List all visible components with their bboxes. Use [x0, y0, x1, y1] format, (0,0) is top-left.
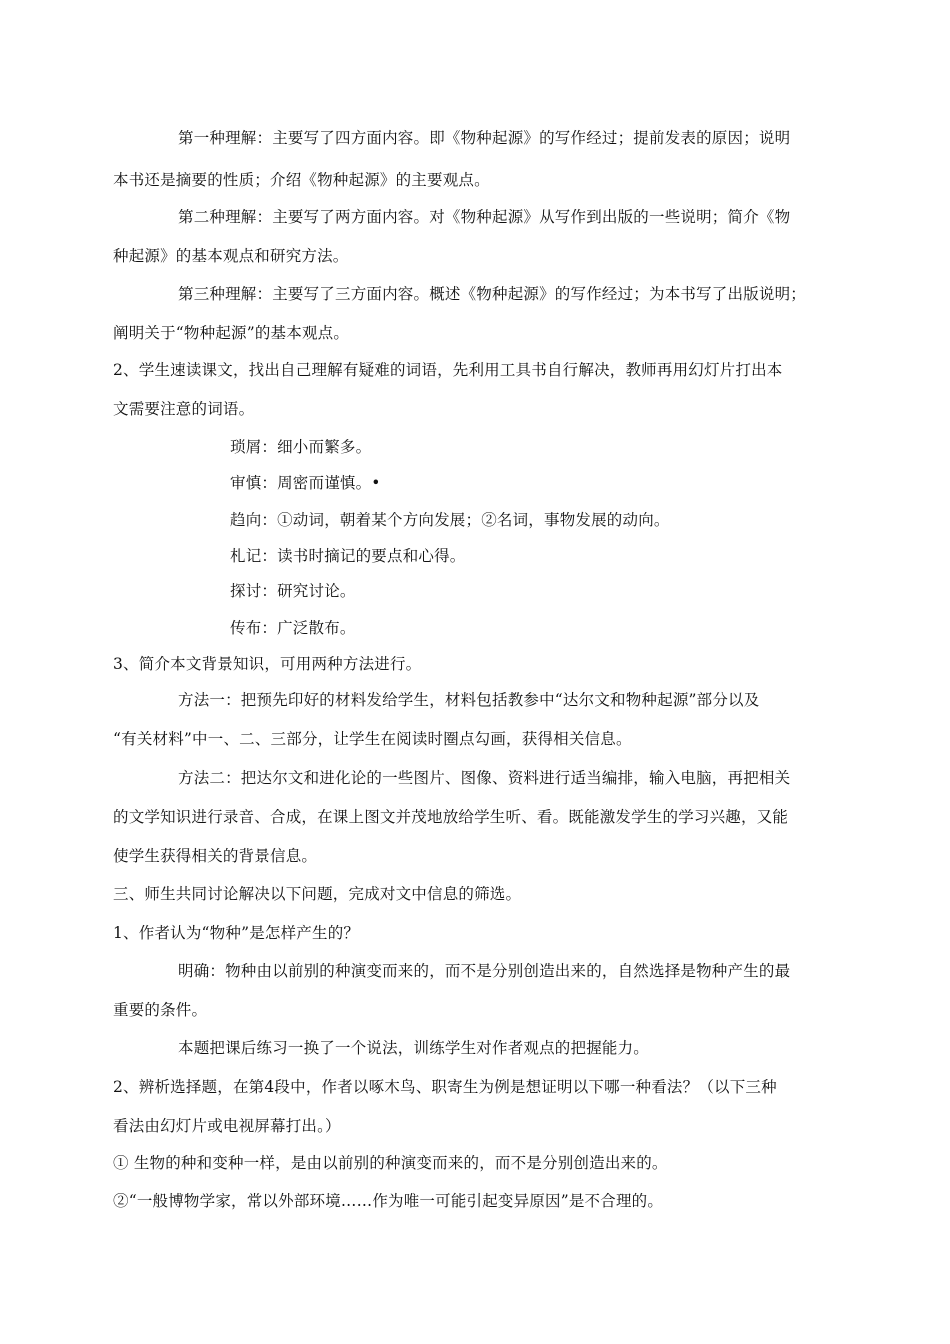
- text-line-method-1a: 方法一：把预先印好的材料发给学生，材料包括教参中“达尔文和物种起源”部分以及: [178, 691, 760, 709]
- text-line-understanding-3b: 阐明关于“物种起源”的基本观点。: [113, 324, 350, 342]
- question-2b: 看法由幻灯片或电视屏幕打出。）: [113, 1117, 341, 1135]
- text-line-answer-1b: 重要的条件。: [113, 1001, 208, 1019]
- text-line-note-1: 本题把课后练习一换了一个说法，训练学生对作者观点的把握能力。: [178, 1039, 650, 1057]
- vocab-item: 探讨：研究讨论。: [230, 582, 356, 600]
- vocab-item: 传布：广泛散布。: [230, 619, 356, 637]
- vocab-item: 琐屑：细小而繁多。: [230, 438, 372, 456]
- vocab-item: 札记：读书时摘记的要点和心得。: [230, 547, 466, 565]
- text-line-item-2b: 文需要注意的词语。: [113, 400, 255, 418]
- text-line-method-2c: 使学生获得相关的背景信息。: [113, 847, 318, 865]
- text-line-answer-1a: 明确：物种由以前别的种演变而来的，而不是分别创造出来的，自然选择是物种产生的最: [178, 962, 791, 980]
- text-line-understanding-2b: 种起源》的基本观点和研究方法。: [113, 247, 349, 265]
- option-2: ②“一般博物学家，常以外部环境……作为唯一可能引起变异原因”是不合理的。: [113, 1192, 664, 1210]
- option-1: ① 生物的种和变种一样，是由以前别的种演变而来的，而不是分别创造出来的。: [113, 1154, 668, 1172]
- question-1: 1、作者认为“物种”是怎样产生的？: [113, 924, 360, 942]
- text-line-understanding-3a: 第三种理解：主要写了三方面内容。概述《物种起源》的写作经过；为本书写了出版说明；: [178, 285, 807, 303]
- vocab-item: 趋向：①动词，朝着某个方向发展；②名词，事物发展的动向。: [230, 511, 670, 529]
- text-line-method-2b: 的文学知识进行录音、合成，在课上图文并茂地放给学生听、看。既能激发学生的学习兴趣，又能: [113, 808, 789, 826]
- question-2a: 2、辨析选择题，在第4段中，作者以啄木鸟、职寄生为例是想证明以下哪一种看法？（以下三种: [113, 1078, 777, 1096]
- text-line-item-3: 3、简介本文背景知识，可用两种方法进行。: [113, 655, 422, 673]
- text-line-understanding-2a: 第二种理解：主要写了两方面内容。对《物种起源》从写作到出版的一些说明；简介《物: [178, 208, 791, 226]
- text-line-understanding-1b: 本书还是摘要的性质；介绍《物种起源》的主要观点。: [113, 171, 490, 189]
- text-line-method-1b: “有关材料”中一、二、三部分，让学生在阅读时圈点勾画，获得相关信息。: [113, 730, 632, 748]
- text-line-method-2a: 方法二：把达尔文和进化论的一些图片、图像、资料进行适当编排，输入电脑，再把相关: [178, 769, 791, 787]
- vocab-item: 审慎：周密而谨慎。•: [230, 474, 381, 492]
- section-heading-3: 三、师生共同讨论解决以下问题，完成对文中信息的筛选。: [113, 885, 522, 903]
- text-line-understanding-1a: 第一种理解：主要写了四方面内容。即《物种起源》的写作经过；提前发表的原因；说明: [178, 129, 791, 147]
- text-line-item-2a: 2、学生速读课文，找出自己理解有疑难的词语，先利用工具书自行解决，教师再用幻灯片打出本: [113, 361, 783, 379]
